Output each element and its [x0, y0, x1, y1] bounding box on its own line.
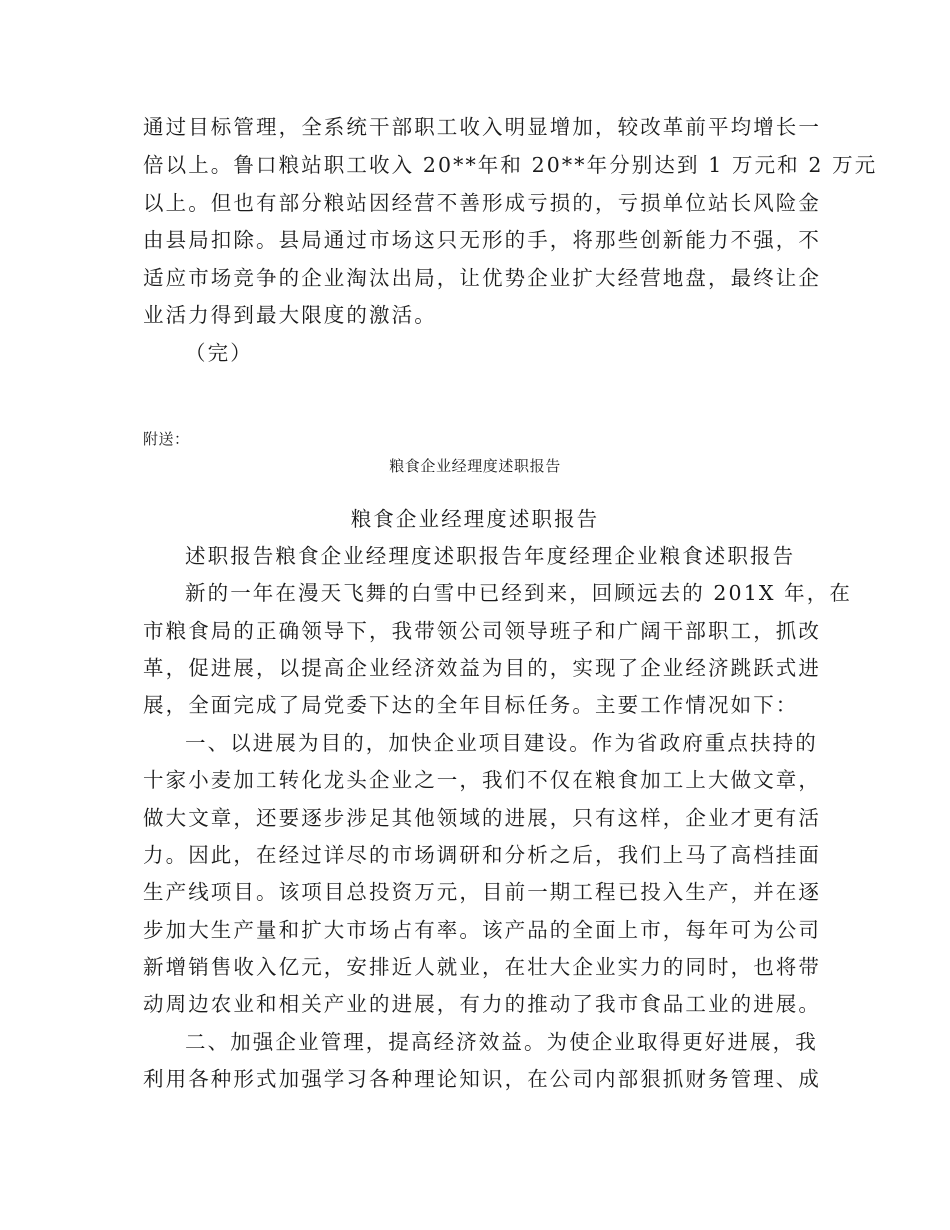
report-title: 粮食企业经理度述职报告 [350, 507, 600, 531]
para1-line: 新的一年在漫天飞舞的白雪中已经到来，回顾远去的 201X 年，在 [185, 581, 852, 605]
para3-line: 二、加强企业管理，提高经济效益。为使企业取得更好进展，我 [185, 1030, 818, 1054]
body-line: 适应市场竞争的企业淘汰出局，让优势企业扩大经营地盘，最终让企 [143, 266, 821, 290]
para2-line: 力。因此，在经过详尽的市场调研和分析之后，我们上马了高档挂面 [143, 843, 821, 867]
para2-line: 动周边农业和相关产业的进展，有力的推动了我市食品工业的进展。 [143, 992, 821, 1016]
body-line: 通过目标管理，全系统干部职工收入明显增加，较改革前平均增长一 [143, 115, 821, 139]
small-heading: 粮食企业经理度述职报告 [389, 457, 561, 475]
para2-line: 一、以进展为目的，加快企业项目建设。作为省政府重点扶持的 [185, 731, 818, 755]
para3-line: 利用各种形式加强学习各种理论知识，在公司内部狠抓财务管理、成 [143, 1067, 821, 1091]
para1-line: 展，全面完成了局党委下达的全年目标任务。主要工作情况如下： [143, 693, 799, 717]
body-line: 业活力得到最大限度的激活。 [143, 303, 437, 327]
para2-line: 步加大生产量和扩大市场占有率。该产品的全面上市，每年可为公司 [143, 918, 821, 942]
para1-line: 革，促进展，以提高企业经济效益为目的，实现了企业经济跳跃式进 [143, 656, 821, 680]
para2-line: 新增销售收入亿元，安排近人就业，在壮大企业实力的同时，也将带 [143, 955, 821, 979]
body-line: 以上。但也有部分粮站因经营不善形成亏损的，亏损单位站长风险金 [143, 191, 821, 215]
para2-line: 生产线项目。该项目总投资万元，目前一期工程已投入生产，并在逐 [143, 880, 821, 904]
attachment-label: 附送： [143, 430, 190, 448]
para2-line: 十家小麦加工转化龙头企业之一，我们不仅在粮食加工上大做文章， [143, 768, 821, 792]
body-line: 由县局扣除。县局通过市场这只无形的手，将那些创新能力不强，不 [143, 228, 821, 252]
end-mark: （完） [185, 341, 253, 365]
para2-line: 做大文章，还要逐步涉足其他领域的进展，只有这样，企业才更有活 [143, 806, 821, 830]
keywords-line: 述职报告粮食企业经理度述职报告年度经理企业粮食述职报告 [185, 544, 796, 568]
para1-line: 市粮食局的正确领导下，我带领公司领导班子和广阔干部职工，抓改 [143, 619, 821, 643]
body-line: 倍以上。鲁口粮站职工收入 20**年和 20**年分别达到 1 万元和 2 万元 [143, 153, 878, 177]
